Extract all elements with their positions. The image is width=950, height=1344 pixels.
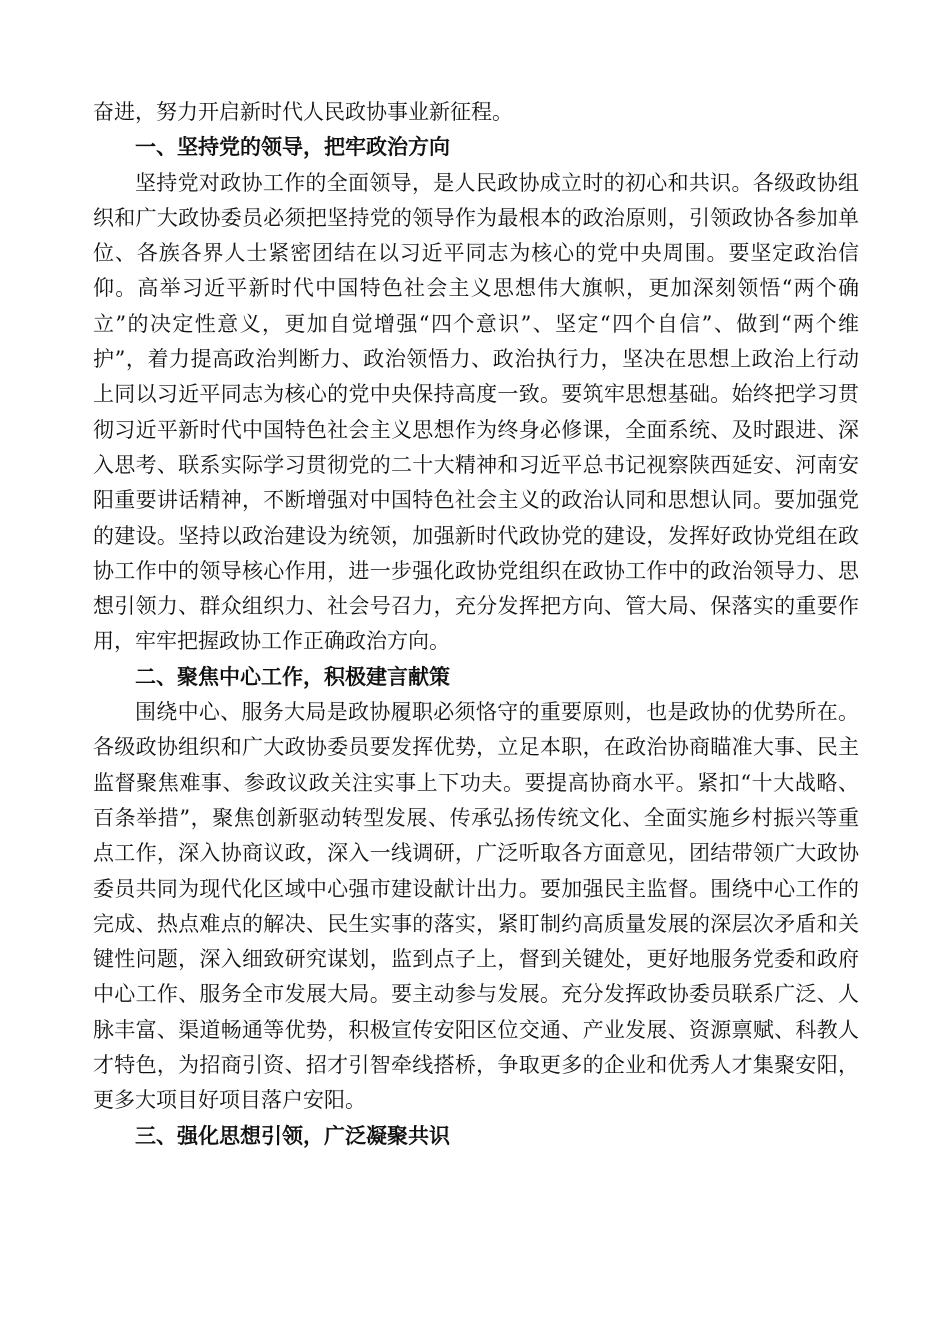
section-2-heading: 二、聚焦中心工作，积极建言献策 (135, 664, 450, 689)
section-2-body: 围绕中心、服务大局是政协履职必须恪守的重要原则，也是政协的优势所在。各级政协组织和广大政协委员要发挥优势，立足本职，在政治协商瞄准大事、民主监督聚焦难事、参政议政关注实事上下功夫。要提高协商水平。紧扣“十大战略、百条举措”，聚焦创新驱动转型发展、传承弘扬传统文化、全面实施乡村振兴等重点工作，深入协商议政，深入一线调研，广泛听取各方面意见，团结带领广大政协委员共同为现代化区域中心强市建设献计出力。要加强民主监督。围绕中心工作的完成、热点难点的解决、民生实事的落实，紧盯制约高质量发展的深层次矛盾和关键性问题，深入细致研究谋划，监到点子上，督到关键处，更好地服务党委和政府中心工作、服务全市发展大局。要主动参与发展。充分发挥政协委员联系广泛、人脉丰富、渠道畅通等优势，积极宣传安阳区位交通、产业发展、资源禀赋、科教人才特色，为招商引资、招才引智牵线搭桥，争取更多的企业和优秀人才集聚安阳，更多大项目好项目落户安阳。 (93, 700, 859, 1113)
document-page (93, 95, 859, 1154)
section-1-body: 坚持党对政协工作的全面领导，是人民政协成立时的初心和共识。各级政协组织和广大政协委员必须把坚持党的领导作为最根本的政治原则，引领政协各参加单位、各族各界人士紧密团结在以习近平同志为核心的党中央周围。要坚定政治信仰。高举习近平新时代中国特色社会主义思想伟大旗帜，更加深刻领悟“两个确立”的决定性意义，更加自觉增强“四个意识”、坚定“四个自信”、做到“两个维护”，着力提高政治判断力、政治领悟力、政治执行力，坚决在思想上政治上行动上同以习近平同志为核心的党中央保持高度一致。要筑牢思想基础。始终把学习贯彻习近平新时代中国特色社会主义思想作为终身必修课，全面系统、及时跟进、深入思考、联系实际学习贯彻党的二十大精神和习近平总书记视察陕西延安、河南安阳重要讲话精神，不断增强对中国特色社会主义的政治认同和思想认同。要加强党的建设。坚持以政治建设为统领，加强新时代政协党的建设，发挥好政协党组在政协工作中的领导核心作用，进一步强化政协党组织在政协工作中的政治领导力、思想引领力、群众组织力、社会号召力，充分发挥把方向、管大局、保落实的重要作用，牢牢把握政协工作正确政治方向。 (93, 170, 859, 654)
intro-paragraph: 奋进，努力开启新时代人民政协事业新征程。 (93, 100, 513, 124)
section-1-heading: 一、坚持党的领导，把牢政治方向 (135, 135, 450, 160)
section-3-heading: 三、强化思想引领，广泛凝聚共识 (135, 1123, 450, 1148)
